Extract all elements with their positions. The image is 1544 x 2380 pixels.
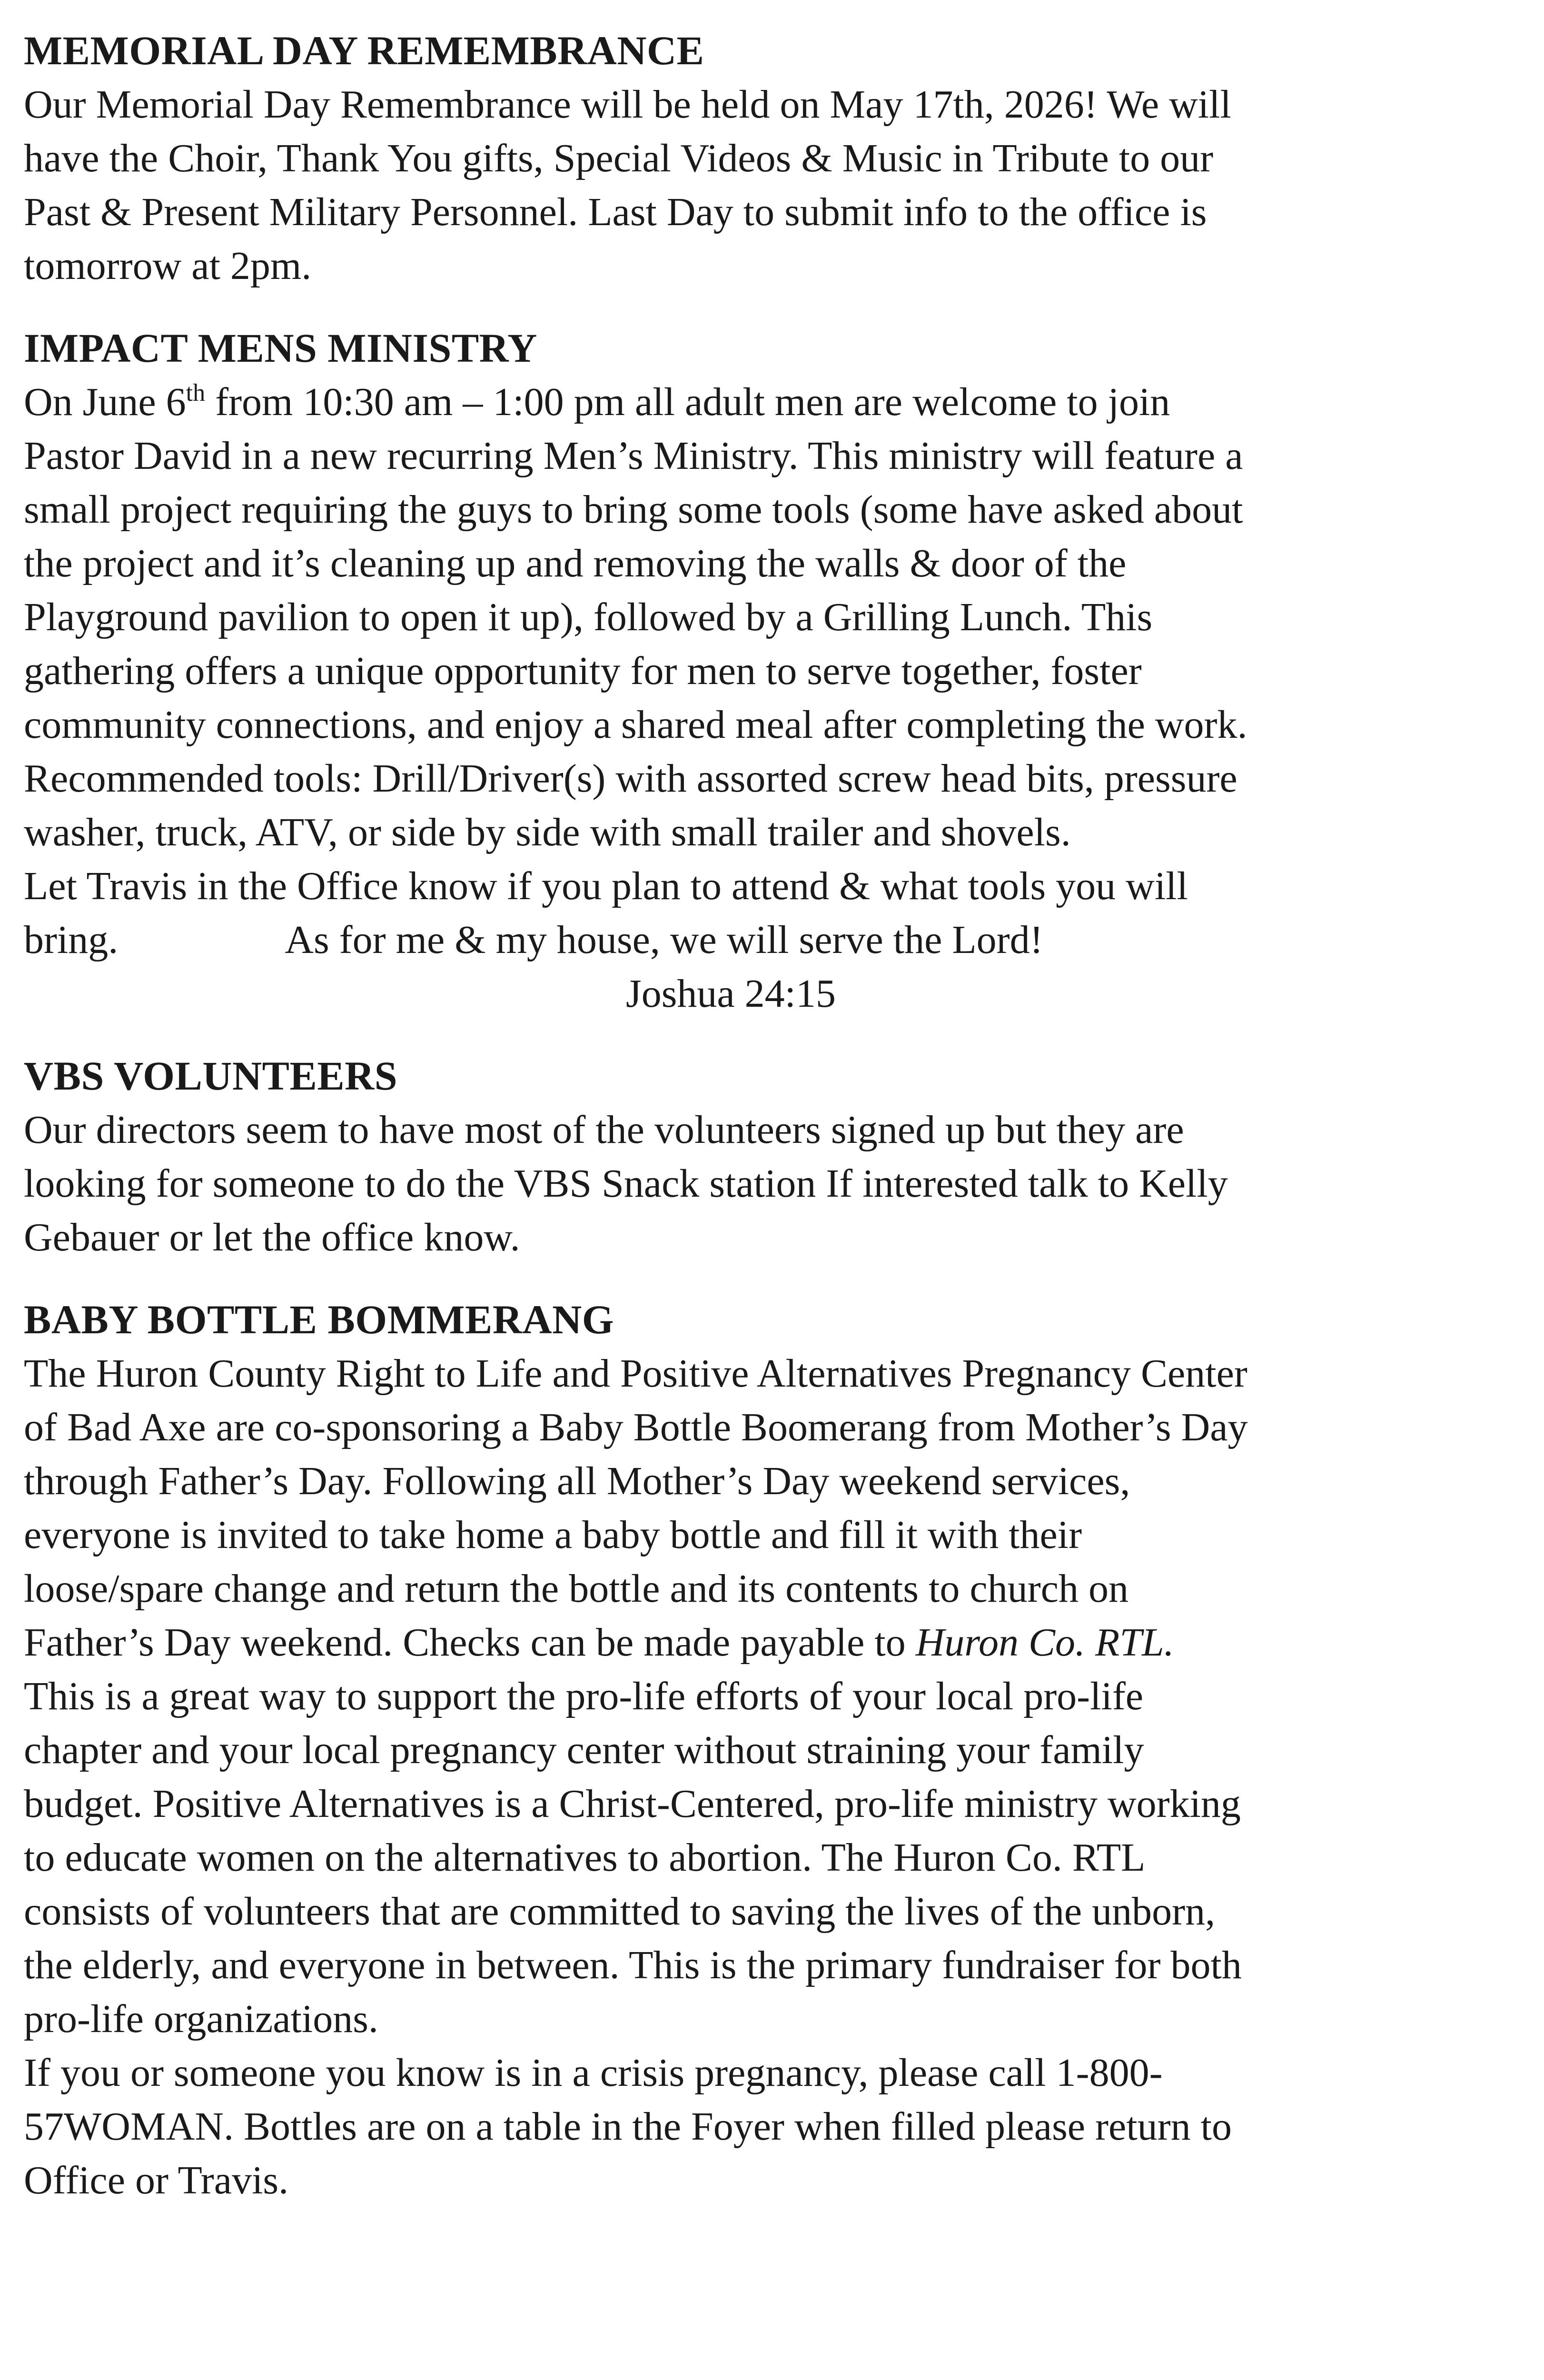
memorial-line: have the Choir, Thank You gifts, Special Videos & Music in Tribute to our — [24, 136, 1214, 180]
bottle-line: chapter and your local pregnancy center without straining your family — [24, 1728, 1144, 1772]
bottle-line: the elderly, and everyone in between. This is the primary fundraiser for both — [24, 1943, 1242, 1987]
bottle-line: This is a great way to support the pro-life efforts of your local pro-life — [24, 1674, 1144, 1718]
impact-date-suffix: th — [186, 379, 206, 407]
bottle-line: to educate women on the alternatives to abortion. The Huron Co. RTL — [24, 1835, 1146, 1880]
bottle-line: 57WOMAN. Bottles are on a table in the Foyer when filled please return to — [24, 2104, 1232, 2149]
vbs-line: Our directors seem to have most of the volunteers signed up but they are — [24, 1108, 1184, 1152]
bottle-line: everyone is invited to take home a baby bottle and fill it with their — [24, 1513, 1082, 1557]
impact-mens-ministry-section — [24, 321, 1499, 1021]
checks-text: Father’s Day weekend. Checks can be made payable to — [24, 1620, 916, 1665]
bulletin-page — [24, 24, 1499, 2207]
bottle-line: pro-life organizations. — [24, 1997, 378, 2041]
baby-bottle-section — [24, 1293, 1499, 2207]
verse-reference: Joshua 24:15 — [626, 972, 836, 1016]
vbs-line: looking for someone to do the VBS Snack station If interested talk to Kelly — [24, 1161, 1228, 1206]
memorial-line: Past & Present Military Personnel. Last Day to submit info to the office is — [24, 190, 1207, 234]
bottle-line: consists of volunteers that are committed to saving the lives of the unborn, — [24, 1889, 1216, 1934]
impact-line: the project and it’s cleaning up and removing the walls & door of the — [24, 541, 1127, 585]
bottle-line: The Huron County Right to Life and Positive Alternatives Pregnancy Center — [24, 1351, 1247, 1396]
impact-last-word: bring. — [24, 918, 119, 962]
bottle-line: of Bad Axe are co-sponsoring a Baby Bottle Boomerang from Mother’s Day — [24, 1405, 1248, 1449]
impact-line: Recommended tools: Drill/Driver(s) with assorted screw head bits, pressure — [24, 756, 1237, 801]
impact-line: washer, truck, ATV, or side by side with small trailer and shovels. — [24, 810, 1071, 854]
impact-line: Playground pavilion to open it up), followed by a Grilling Lunch. This — [24, 595, 1153, 639]
bottle-line: loose/spare change and return the bottle and its contents to church on — [24, 1567, 1128, 1611]
impact-line: community connections, and enjoy a shared meal after completing the work. — [24, 703, 1247, 747]
baby-bottle-heading: BABY BOTTLE BOMMERANG — [24, 1297, 614, 1342]
impact-line: Let Travis in the Office know if you plan to attend & what tools you will — [24, 864, 1188, 908]
memorial-day-section — [24, 24, 1499, 293]
bottle-line: through Father’s Day. Following all Mother’s Day weekend services, — [24, 1459, 1130, 1503]
vbs-volunteers-section — [24, 1049, 1499, 1264]
impact-date-text: On June 6 — [24, 380, 186, 424]
impact-line — [24, 913, 1499, 967]
impact-time-text: from 10:30 am – 1:00 pm all adult men are welcome to join — [205, 380, 1170, 424]
memorial-day-heading: MEMORIAL DAY REMEMBRANCE — [24, 28, 704, 73]
impact-line: small project requiring the guys to bring some tools (some have asked about — [24, 487, 1243, 532]
bottle-line: Office or Travis. — [24, 2158, 289, 2202]
checks-payee: Huron Co. RTL. — [915, 1620, 1174, 1665]
bottle-line: budget. Positive Alternatives is a Christ-Centered, pro-life ministry working — [24, 1782, 1241, 1826]
vbs-heading: VBS VOLUNTEERS — [24, 1053, 398, 1099]
bible-verse: As for me & my house, we will serve the Lord! — [285, 918, 1043, 962]
impact-line: Pastor David in a new recurring Men’s Ministry. This ministry will feature a — [24, 434, 1243, 478]
impact-line: gathering offers a unique opportunity for men to serve together, foster — [24, 649, 1142, 693]
impact-heading: IMPACT MENS MINISTRY — [24, 325, 537, 371]
bottle-line: If you or someone you know is in a crisis pregnancy, please call 1-800- — [24, 2051, 1163, 2095]
bottle-line — [24, 1616, 1499, 1669]
impact-line — [24, 375, 1499, 429]
vbs-line: Gebauer or let the office know. — [24, 1215, 520, 1259]
memorial-line: Our Memorial Day Remembrance will be held on May 17th, 2026! We will — [24, 82, 1231, 127]
memorial-line: tomorrow at 2pm. — [24, 244, 312, 288]
